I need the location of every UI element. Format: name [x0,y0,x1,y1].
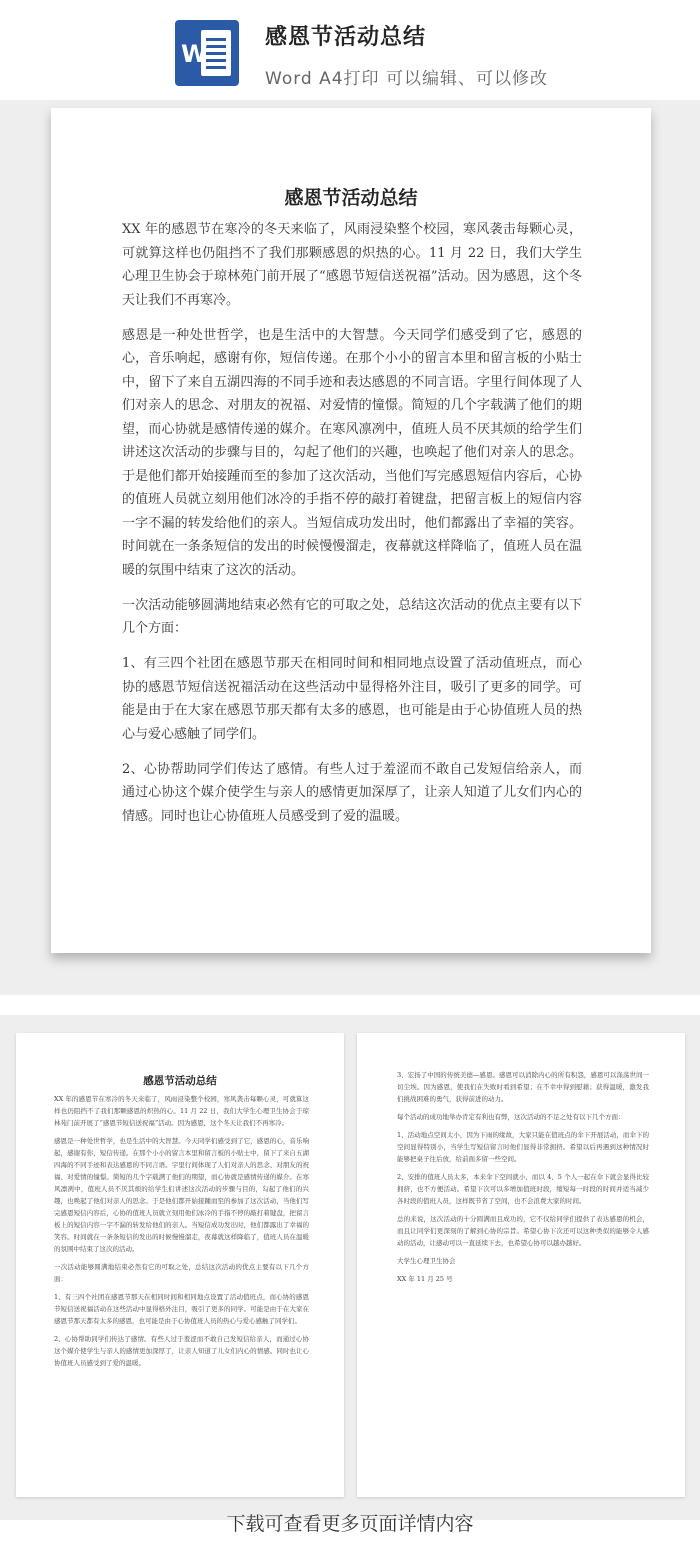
footer-caption [0,1513,700,1557]
header-subtitle: Word A4打印 可以编辑、可以修改 [265,69,548,89]
word-document-icon [175,20,239,86]
thumbnail-paragraph: 感恩是一种处世哲学，也是生活中的大智慧。今天同学们感受到了它，感恩的心，音乐响起，感谢有你，短信传递。在那个小小的留言本里和留言板的小贴士中，留下了来自五湖四海的不同手迹和表达感恩的不同言语。字里行间体现了人们对亲人的思念、对朋友的祝福、对爱情的憧憬。简短的几个字载满了他们的期望，而心协就是感情传递的媒介。在寒风凛冽中，值班人员不厌其烦的给学生们讲述这次活动的步骤与目的，勾起了他们的兴趣，也唤起了他们对亲人的思念。于是他们都开始接踵而至的参加了这次活动，当他们写完感恩短信内容后，心协的值班人员就立刻用他们冰冷的手指不停的敲打着键盘，把留言板上的短信内容一字不漏的转发给他们的亲人。当短信成功发出时，他们都露出了幸福的笑容。时间就在一条条短信的发出的时候慢慢溜走，夜幕就这样降临了，值班人员在温暖的氛围中结束了这次的活动。 [54,1137,309,1253]
thumbnail-paragraph: 1、活动地点空间太小，因为下雨的缘故，大家只能在值班点的伞下开展活动，而伞下的空间显得特别小，当学生写短信留言时他们显得非常拥挤。希望以后再遇到这种情况时能够把桌子往后放，给前面多留一些空间。 [397,1131,649,1163]
document-title: 感恩节活动总结 [284,187,418,209]
thumbnail-paragraph: 一次活动能够圆满地结束必然有它的可取之处，总结这次活动的优点主要有以下几个方面： [54,1263,309,1283]
paragraph: 2、心协帮助同学们传达了感情。有些人过于羞涩而不敢自己发短信给亲人，而通过心协这个媒介使学生与亲人的感情更加深厚了，让亲人知道了儿女们内心的情感。同时也让心协值班人员感受到了爱的温暖。 [122,761,582,824]
footer-text[interactable]: 下载可查看更多页面详情内容 [226,1513,474,1535]
thumbnail-body [397,1069,649,1291]
paragraph: 1、有三四个社团在感恩节那天在相同时间和相同地点设置了活动值班点，而心协的感恩节短信送祝福活动在这些活动中显得格外注目，吸引了更多的同学。可能是由于在大家在感恩节那天都有太多的感恩，也可能是由于心协值班人员的热心与爱心感触了同学们。 [122,656,582,742]
header-title: 感恩节活动总结 [265,25,427,50]
thumbnail-paragraph: 3、宏扬了中国的传统美德—感恩。感恩可以消除内心的所有积怨，感恩可以涤荡世间一切尘埃。因为感恩，使我们在失败时看到希望；在不幸中得到慰藉；获得温暖，激发我们挑战困难的勇气，获得前进的动力。 [397,1071,649,1103]
thumbnail-title: 感恩节活动总结 [143,1075,217,1087]
thumbnail-paragraph: 总的来说，这次活动的十分圆满而且成功的，它不仅给同学们提供了表达感恩的机会，而且让同学们更深刻的了解到心协的宗旨。希望心协下次还可以这种类似的能够令人感动的活动，让感动可以一直延续下去，也希望心协可以越办越好。 [397,1215,649,1247]
thumbnail-paragraph: 1、有三四个社团在感恩节那天在相同时间和相同地点设置了活动值班点，而心协的感恩节短信送祝福活动在这些活动中显得格外注目，吸引了更多的同学。可能是由于在大家在感恩节那天都有太多的感恩，也可能是由于心协值班人员的热心与爱心感触了同学们。 [54,1293,309,1325]
thumbnail-paragraph: 2、心协帮助同学们传达了感情。有些人过于羞涩而不敢自己发短信给亲人，而通过心协这个媒介使学生与亲人的感情更加深厚了，让亲人知道了儿女们内心的情感。同时也让心协值班人员感受到了爱的温暖。 [54,1335,309,1367]
thumbnail-date: XX 年 11 月 25 号 [397,1275,453,1283]
document-page [51,108,651,953]
thumbnail-body [54,1093,309,1375]
document-body [122,218,582,840]
thumbnail-signature: 大学生心理卫生协会 [397,1257,456,1265]
page-thumbnails [0,1015,700,1520]
thumbnail-paragraph: 每个活动的成功地举办肯定有利也有弊，这次活动的不足之处有以下几个方面： [397,1113,625,1121]
paragraph: 感恩是一种处世哲学，也是生活中的大智慧。今天同学们感受到了它，感恩的心，音乐响起，感谢有你，短信传递。在那个小小的留言本里和留言板的小贴士中，留下了来自五湖四海的不同手迹和表达感恩的不同言语。字里行间体现了人们对亲人的思念、对朋友的祝福、对爱情的憧憬。简短的几个字载满了他们的期望，而心协就是感情传递的媒介。在寒风凛冽中，值班人员不厌其烦的给学生们讲述这次活动的步骤与目的，勾起了他们的兴趣，也唤起了他们对亲人的思念。于是他们都开始接踵而至的参加了这次活动，当他们写完感恩短信内容后，心协的值班人员就立刻用他们冰冷的手指不停的敲打着键盘，把留言板上的短信内容一字不漏的转发给他们的亲人。当短信成功发出时，他们都露出了幸福的笑容。时间就在一条条短信的发出的时候慢慢溜走，夜幕就这样降临了，值班人员在温暖的氛围中结束了这次的活动。 [122,327,582,578]
divider [0,995,700,1015]
document-preview [0,100,700,995]
thumbnail-paragraph: 2、安排的值班人员太多，本来伞下空间就小，而以 4、5 个人一起在伞下就会显得比较拥挤，也不方便活动。希望下次可以多增加值班时段，缩短每一时段的时间并适当减少各时段的值班人员，这样既节省了空间，也不会浪费大家的时间。 [397,1173,649,1205]
word-letter: W [181,40,208,68]
header [0,0,700,100]
paragraph: XX 年的感恩节在寒冷的冬天来临了，风雨浸染整个校园，寒风袭击每颗心灵，可就算这样也仍阻挡不了我们那颗感恩的炽热的心。11 月 22 日，我们大学生心理卫生协会于琼林苑门前开展了“感恩节短信送祝福”活动。因为感恩，这个冬天让我们不再寒冷。 [122,222,582,308]
paragraph: 一次活动能够圆满地结束必然有它的可取之处，总结这次活动的优点主要有以下几个方面： [122,597,582,636]
thumbnail-page-1[interactable] [16,1033,344,1497]
thumbnail-paragraph: XX 年的感恩节在寒冷的冬天来临了，风雨浸染整个校园，寒风袭击每颗心灵，可就算这样也仍阻挡不了我们那颗感恩的炽热的心。11 月 22 日，我们大学生心理卫生协会于琼林苑门前开展了“感恩节短信送祝福”活动。因为感恩，这个冬天让我们不再寒冷。 [54,1095,309,1127]
thumbnail-page-2[interactable] [357,1033,685,1497]
